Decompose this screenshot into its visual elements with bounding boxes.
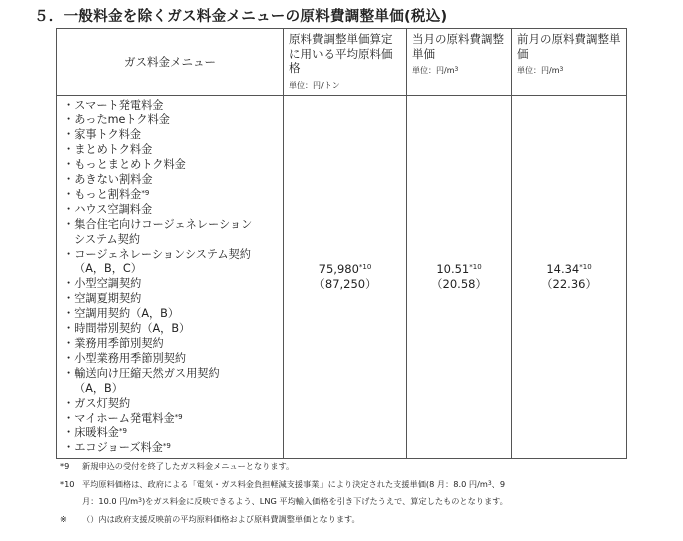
menu-item: システム契約 [74, 232, 141, 246]
menu-item: ・小型業務用季節別契約 [63, 351, 187, 365]
menu-item: ・あきない割料金 [63, 173, 153, 187]
header-previous-month [512, 29, 627, 96]
menu-item: ・小型空調契約 [63, 277, 142, 291]
footnotes [60, 458, 670, 528]
menu-item: ・床暖料金$^{*9}$ [63, 426, 127, 440]
menu-item: ・マイホーム発電料金$^{*9}$ [63, 411, 183, 425]
gas-rate-table [56, 28, 627, 459]
header-average-price-unit: 単位：円/トン [289, 80, 340, 90]
menu-item: ・ガス灯契約 [63, 396, 131, 410]
header-average-price [284, 29, 407, 96]
average-price-value: 75,980$^{*10}$ [318, 261, 372, 276]
footnote-10-continued: 月：10.0 円$/m^3$)をガス料金に反映できるよう、LNG 平均輸入価格を引き下げたうえで、算定したものとなります。 [82, 496, 508, 506]
previous-month-value: 14.34$^{*10}$ [546, 261, 592, 276]
menu-list [57, 95, 284, 459]
menu-item: ・時間帯別契約（A，B） [63, 322, 191, 336]
header-current-month [407, 29, 512, 96]
header-current-month-unit: 単位：円$/m^3$ [412, 66, 459, 75]
menu-item: ・輸送向け圧縮天然ガス用契約 [63, 366, 220, 380]
menu-item: ・まとめトク料金 [63, 143, 153, 157]
menu-item: ・もっとまとめトク料金 [63, 158, 186, 172]
footnote-10: *10 平均原料価格は、政府による「電気・ガス料金負担軽減支援事業」により決定された支援単価(8 月：8.0 円$/m^3$、9 [60, 478, 506, 489]
header-average-price-text: 原料費調整単価算定に用いる平均原料価格 [289, 32, 393, 75]
current-month-before-support: （20.58） [431, 276, 487, 291]
menu-item: （A，B，C） [74, 262, 142, 276]
menu-item: （A，B） [74, 381, 123, 395]
menu-item: ・空調夏期契約 [63, 292, 142, 306]
average-price-before-support: （87,250） [313, 276, 377, 291]
menu-item: ・空調用契約（A，B） [63, 307, 180, 321]
header-previous-month-text: 前月の原料費調整単価 [517, 32, 621, 61]
table-header-row [57, 29, 627, 96]
current-month-cell [407, 95, 512, 459]
footnote-parentheses: ※ （）内は政府支援反映前の平均原料価格および原料費調整単価となります。 [60, 513, 360, 524]
footnote-9: *9 新規申込の受付を終了したガス料金メニューとなります。 [60, 461, 295, 471]
previous-month-cell [512, 95, 627, 459]
menu-item: ・もっと割料金$^{*9}$ [63, 187, 150, 201]
menu-item: ・コージェネレーションシステム契約 [63, 247, 251, 261]
menu-item: ・スマート発電料金 [63, 98, 164, 112]
header-current-month-text: 当月の原料費調整単価 [412, 32, 504, 61]
menu-item: ・業務用季節別契約 [63, 337, 164, 350]
menu-item: ・あったmeトク料金 [63, 113, 170, 127]
header-menu: ガス料金メニュー [57, 29, 284, 96]
current-month-value: 10.51$^{*10}$ [436, 261, 482, 276]
table-row [57, 95, 627, 459]
previous-month-before-support: （22.36） [541, 276, 597, 291]
menu-item: ・ハウス空調料金 [63, 202, 153, 216]
average-price-cell [284, 95, 407, 459]
header-previous-month-unit: 単位：円$/m^3$ [517, 66, 564, 75]
page-title: ５．一般料金を除くガス料金メニューの原料費調整単価(税込) [34, 9, 448, 25]
menu-item: ・家事トク料金 [63, 128, 142, 142]
menu-item: ・エコジョーズ料金$^{*9}$ [63, 441, 171, 455]
menu-item: ・集合住宅向けコージェネレーション [63, 217, 253, 231]
